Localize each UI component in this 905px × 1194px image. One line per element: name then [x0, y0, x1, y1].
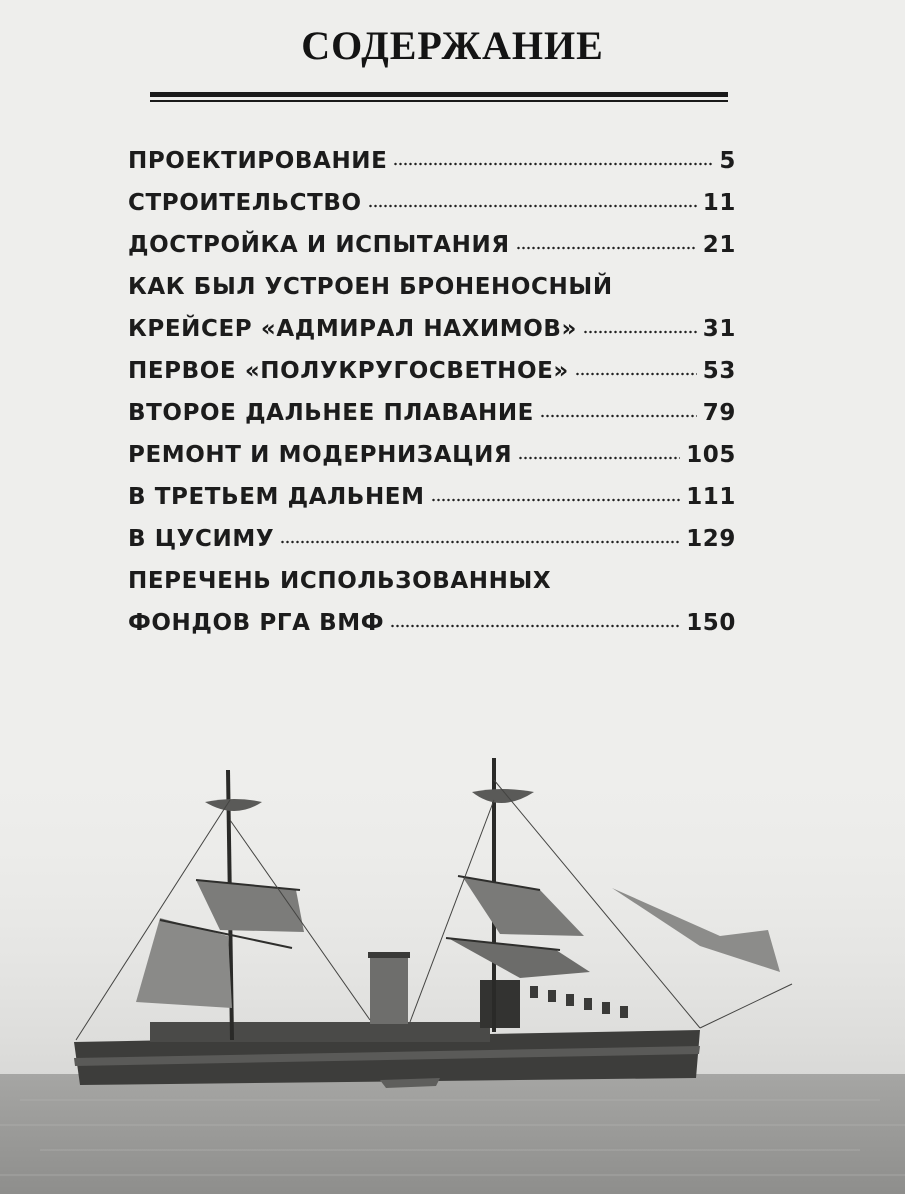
page-title: СОДЕРЖАНИЕ	[301, 23, 604, 68]
toc-entry-label: РЕМОНТ И МОДЕРНИЗАЦИЯ	[128, 442, 513, 468]
toc-entry-label: КРЕЙСЕР «АДМИРАЛ НАХИМОВ»	[128, 316, 577, 342]
toc-entry-label: В ЦУСИМУ	[128, 526, 275, 552]
toc-entry[interactable]	[128, 232, 736, 262]
toc-entry[interactable]	[128, 484, 736, 514]
title-rule-thick	[150, 92, 728, 97]
toc-entry[interactable]	[128, 610, 736, 640]
toc-entry-label: ПЕРВОЕ «ПОЛУКРУГОСВЕТНОЕ»	[128, 358, 569, 384]
toc-entry-page: 111	[686, 484, 736, 510]
toc-leader-dots	[431, 498, 681, 502]
toc-leader-dots	[575, 372, 697, 376]
sea	[0, 1074, 905, 1194]
cruiser-photograph	[0, 740, 905, 1194]
toc-entry-page: 105	[686, 442, 736, 468]
toc-entry-label: ПЕРЕЧЕНЬ ИСПОЛЬЗОВАННЫХ	[128, 568, 552, 594]
toc-entry[interactable]	[128, 442, 736, 472]
toc-leader-dots	[540, 414, 697, 418]
toc-entry-label: ФОНДОВ РГА ВМФ	[128, 610, 385, 636]
toc-entry[interactable]	[128, 526, 736, 556]
ship-funnel	[370, 954, 408, 1024]
toc-entry[interactable]	[128, 358, 736, 388]
toc-leader-dots	[518, 456, 680, 460]
toc-leader-dots	[390, 624, 680, 628]
toc-entry-page: 5	[719, 148, 736, 174]
toc-entry[interactable]	[128, 316, 736, 346]
toc-entry-line[interactable]	[128, 274, 736, 304]
toc-entry-page: 31	[702, 316, 736, 342]
toc-leader-dots	[393, 162, 713, 166]
toc-entry-label: ДОСТРОЙКА И ИСПЫТАНИЯ	[128, 232, 510, 258]
toc-entry-page: 79	[702, 400, 736, 426]
toc-entry-page: 53	[702, 358, 736, 384]
toc-leader-dots	[368, 204, 697, 208]
toc-leader-dots	[516, 246, 697, 250]
toc-entry[interactable]	[128, 148, 736, 178]
toc-entry-label: В ТРЕТЬЕМ ДАЛЬНЕМ	[128, 484, 425, 510]
toc-entry[interactable]	[128, 190, 736, 220]
toc-entry-page: 11	[702, 190, 736, 216]
toc-entry[interactable]	[128, 400, 736, 430]
toc-entry-label: ПРОЕКТИРОВАНИЕ	[128, 148, 388, 174]
toc-entry-label: КАК БЫЛ УСТРОЕН БРОНЕНОСНЫЙ	[128, 274, 613, 300]
toc-entry-page: 129	[686, 526, 736, 552]
toc-entry-page: 150	[686, 610, 736, 636]
title-rule-thin	[150, 100, 728, 102]
toc-entry-page: 21	[702, 232, 736, 258]
toc-leader-dots	[583, 330, 697, 334]
toc-entry-line[interactable]	[128, 568, 736, 598]
toc-entry-label: ВТОРОЕ ДАЛЬНЕЕ ПЛАВАНИЕ	[128, 400, 534, 426]
toc-leader-dots	[280, 540, 680, 544]
toc-entry-label: СТРОИТЕЛЬСТВО	[128, 190, 362, 216]
